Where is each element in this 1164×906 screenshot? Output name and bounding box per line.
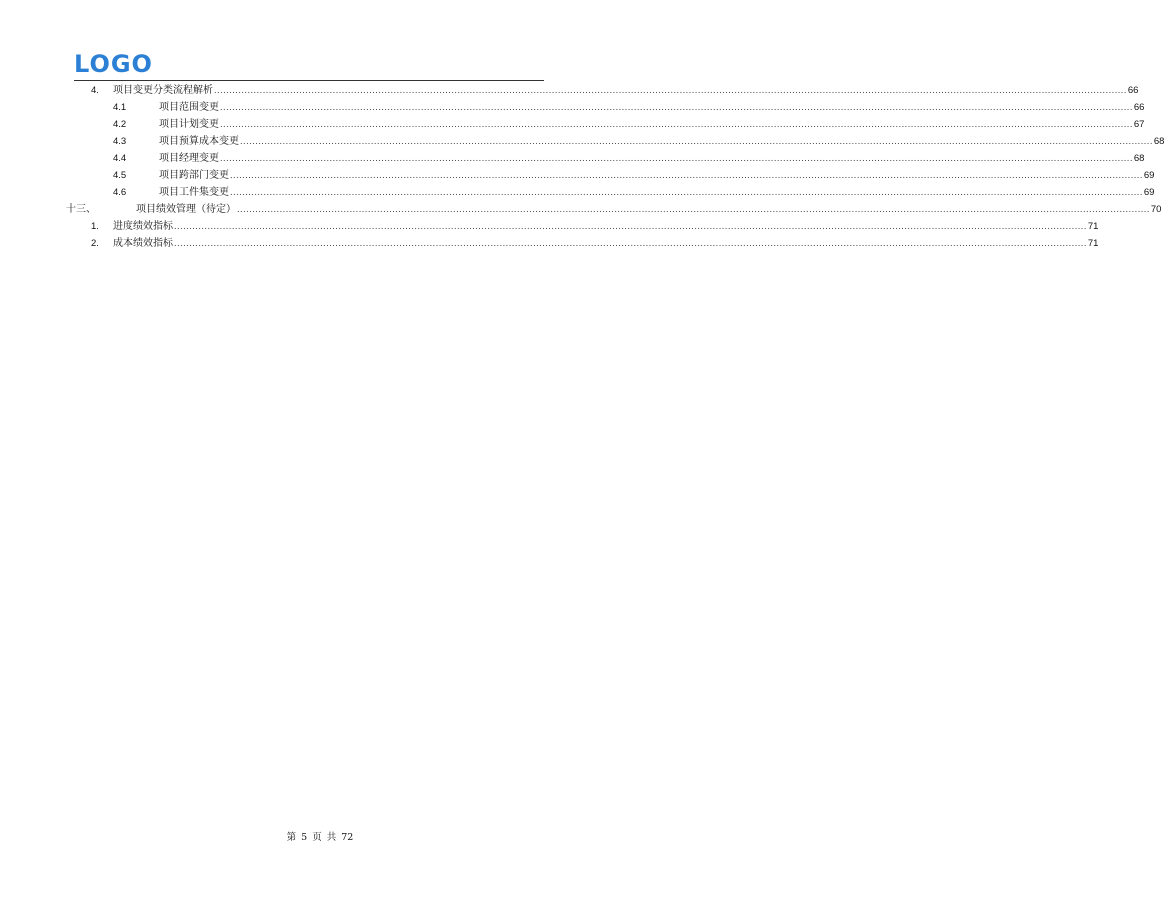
toc-entry[interactable] [66, 150, 1145, 167]
toc-entry-page: 69 [1143, 170, 1155, 181]
toc-entry[interactable] [66, 167, 1155, 184]
toc-entry-number: 4. [91, 85, 99, 96]
toc-entry[interactable] [66, 116, 1145, 133]
toc-entry-page: 68 [1133, 153, 1145, 164]
toc-entry-title: 项目经理变更 [159, 153, 219, 164]
toc-entry[interactable] [66, 184, 1155, 201]
toc-entry-number: 2. [91, 238, 99, 249]
toc-entry-title: 项目计划变更 [159, 119, 219, 130]
toc-entry-number: 4.5 [113, 170, 127, 181]
toc-entry-number: 4.2 [113, 119, 127, 130]
toc-entry-number: 4.6 [113, 187, 127, 198]
toc-entry-title: 项目工件集变更 [159, 187, 229, 198]
table-of-contents [66, 82, 1164, 252]
toc-entry-number: 1. [91, 221, 99, 232]
logo [74, 50, 154, 78]
toc-leader-dots: ............................................................................................................................................................................................................................................................................................................ [174, 239, 1087, 248]
toc-entry[interactable] [66, 201, 1162, 218]
page-footer: 第 5 页 共 72 [286, 832, 354, 843]
toc-entry-page: 68 [1153, 136, 1164, 147]
toc-entry-title: 项目跨部门变更 [159, 170, 229, 181]
toc-leader-dots: ............................................................................................................................................................................................................................................................................................................ [220, 103, 1133, 112]
toc-entry-page: 67 [1133, 119, 1145, 130]
toc-entry[interactable] [66, 99, 1145, 116]
toc-entry-number: 十三、 [66, 204, 96, 215]
toc-leader-dots: ............................................................................................................................................................................................................................................................................................................ [237, 205, 1150, 214]
toc-entry[interactable] [66, 82, 1139, 99]
toc-entry-number: 4.3 [113, 136, 127, 147]
toc-leader-dots: ............................................................................................................................................................................................................................................................................................................ [214, 86, 1127, 95]
toc-entry-page: 66 [1133, 102, 1145, 113]
svg-text:LOGO: LOGO [74, 50, 153, 78]
toc-entry-title: 项目预算成本变更 [159, 136, 239, 147]
toc-entry-title: 项目绩效管理（待定） [136, 204, 236, 215]
toc-entry[interactable] [66, 133, 1164, 150]
toc-entry-title: 项目变更分类流程解析 [113, 85, 213, 96]
toc-entry-page: 71 [1087, 221, 1099, 232]
toc-leader-dots: ............................................................................................................................................................................................................................................................................................................ [174, 222, 1087, 231]
toc-entry-page: 66 [1127, 85, 1139, 96]
toc-leader-dots: ............................................................................................................................................................................................................................................................................................................ [230, 188, 1143, 197]
toc-entry-page: 71 [1087, 238, 1099, 249]
toc-entry-page: 69 [1143, 187, 1155, 198]
toc-entry-title: 进度绩效指标 [113, 221, 173, 232]
toc-leader-dots: ............................................................................................................................................................................................................................................................................................................ [230, 171, 1143, 180]
toc-entry-title: 成本绩效指标 [113, 238, 173, 249]
toc-entry[interactable] [66, 235, 1099, 252]
toc-leader-dots: ............................................................................................................................................................................................................................................................................................................ [220, 120, 1133, 129]
toc-entry-title: 项目范围变更 [159, 102, 219, 113]
toc-leader-dots: ............................................................................................................................................................................................................................................................................................................ [220, 154, 1133, 163]
logo-graphic [74, 50, 154, 78]
toc-leader-dots: ............................................................................................................................................................................................................................................................................................................ [240, 137, 1153, 146]
toc-entry-number: 4.1 [113, 102, 127, 113]
toc-entry-page: 70 [1150, 204, 1162, 215]
toc-entry[interactable] [66, 218, 1099, 235]
header-divider [74, 80, 544, 81]
toc-entry-number: 4.4 [113, 153, 127, 164]
